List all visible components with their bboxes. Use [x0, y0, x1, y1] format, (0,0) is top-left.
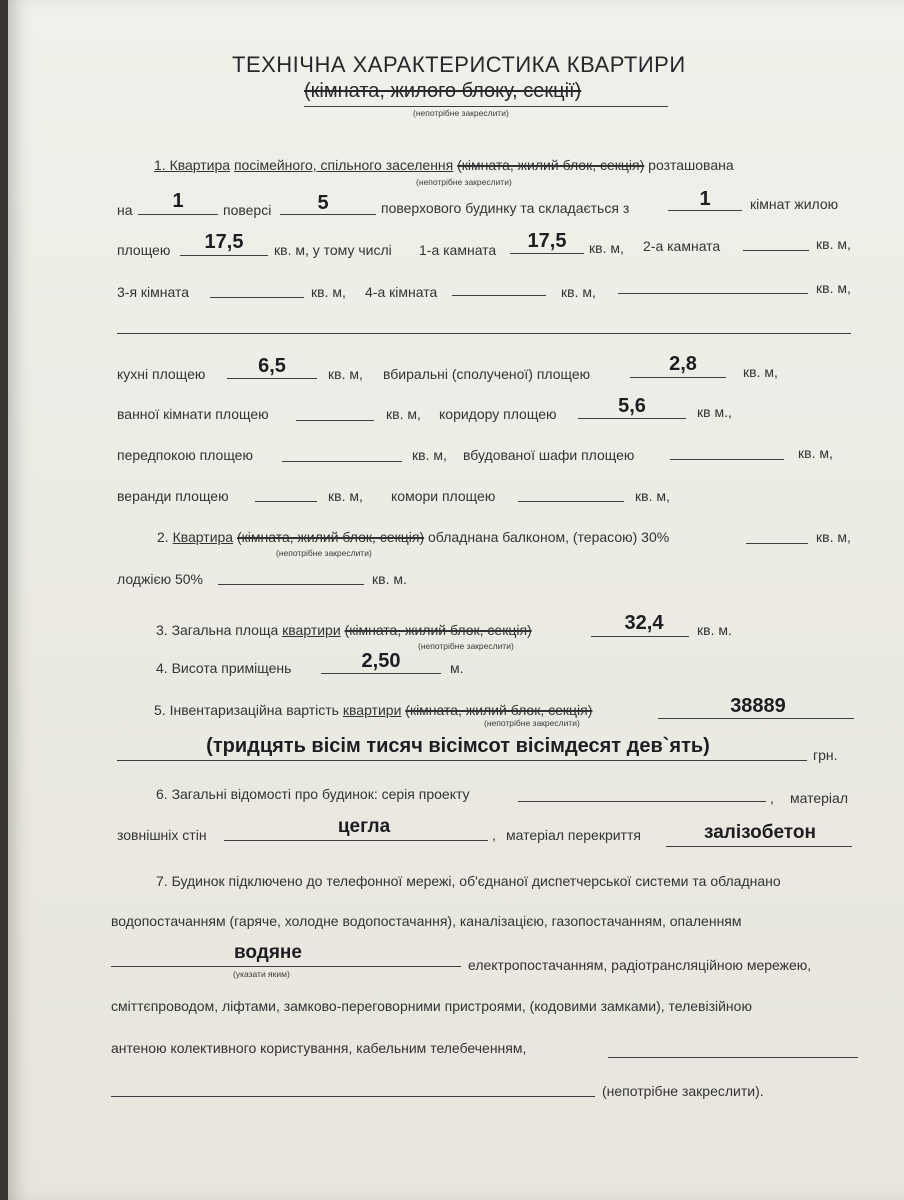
s1-occupancy: посімейного, спільного заселення	[233, 157, 454, 173]
s2-struck: (кімната, жилий блок, секція)	[236, 529, 425, 545]
poversi-label: поверсі	[223, 202, 272, 218]
height-value: 2,50	[361, 650, 401, 672]
room1-unit: кв. м,	[589, 240, 624, 256]
toilet-label: вбиральні (сполученої) площею	[383, 366, 591, 382]
corridor-unit: кв м.,	[697, 404, 732, 420]
bath-label: ванної кімнати площею	[117, 406, 269, 422]
page-title: ТЕХНІЧНА ХАРАКТЕРИСТИКА КВАРТИРИ	[232, 52, 686, 77]
hall-label: передпокою площею	[117, 447, 253, 463]
room3-line	[210, 297, 304, 298]
rooms-label: кімнат жилою	[750, 196, 839, 212]
subtitle-note: (непотрібне закреслити)	[413, 108, 509, 118]
pantry-unit: кв. м,	[635, 488, 670, 504]
heating-note: (указати яким)	[233, 969, 290, 979]
last-line	[111, 1096, 595, 1097]
floors-material-value: залізобетон	[704, 822, 816, 843]
subtitle-underline	[304, 106, 668, 107]
closet-label: вбудованої шафи площею	[463, 447, 635, 463]
series-comma: ,	[770, 790, 774, 806]
s3-label	[156, 622, 532, 638]
s5-inventory: Інвентаризаційна вартість	[169, 702, 339, 718]
s5-number: 5.	[154, 702, 166, 718]
veranda-line	[255, 501, 317, 502]
balcony-unit: кв. м,	[816, 529, 851, 545]
s3-flat: квартири	[282, 622, 341, 638]
s6-label: 6. Загальні відомості про будинок: серія проекту	[156, 786, 470, 802]
s2-flat: Квартира	[172, 529, 234, 545]
toilet-line	[630, 377, 726, 378]
room1-line	[510, 253, 584, 254]
document-page	[8, 0, 904, 1200]
s1-note: (непотрібне закреслити)	[416, 177, 512, 187]
total-area-line	[591, 636, 689, 637]
s4-label: 4. Висота приміщень	[156, 660, 292, 676]
s2-number: 2.	[157, 529, 169, 545]
corridor-value: 5,6	[618, 395, 646, 417]
kitchen-label: кухні площею	[117, 366, 206, 382]
toilet-unit: кв. м,	[743, 364, 778, 380]
loggia-line	[218, 584, 364, 585]
cable-line	[608, 1057, 858, 1058]
including-label: кв. м, у тому числі	[274, 242, 392, 258]
value-line	[658, 718, 854, 719]
toilet-value: 2,8	[669, 353, 697, 375]
floor-value: 1	[172, 190, 184, 212]
walls-value: цегла	[337, 816, 391, 837]
walls-comma: ,	[492, 827, 496, 843]
s5-label	[154, 702, 592, 718]
words-line	[117, 760, 807, 761]
s1-number: 1. Квартира	[154, 157, 231, 173]
kitchen-line	[227, 378, 317, 379]
hall-line	[282, 461, 402, 462]
room1-value: 17,5	[527, 230, 567, 252]
total-area-value: 32,4	[624, 612, 664, 634]
floors-material-line	[666, 846, 852, 847]
room1-label: 1-а камната	[419, 242, 497, 258]
pantry-line	[518, 501, 624, 502]
floors-total-value: 5	[317, 192, 329, 214]
room3-unit: кв. м,	[311, 284, 346, 300]
room4-label: 4-а кімната	[365, 284, 438, 300]
floors-material-label: матеріал перекриття	[506, 827, 641, 843]
s2-balcony: обладнана балконом, (терасою) 30%	[428, 529, 670, 545]
veranda-label: веранди площею	[117, 488, 229, 504]
loggia-label: лоджією 50%	[117, 571, 204, 587]
material-label: матеріал	[790, 790, 848, 806]
height-line	[321, 673, 441, 674]
currency-label: грн.	[813, 747, 838, 763]
s7-line2: водопостачанням (гаряче, холодне водопостачання), каналізацією, газопостачанням, опаленням	[111, 913, 742, 929]
s1-label	[154, 157, 734, 173]
pantry-label: комори площею	[391, 488, 496, 504]
s3-note: (непотрібне закреслити)	[418, 641, 514, 651]
s5-struck: (кімната, жилий блок, секція)	[405, 702, 593, 718]
s1-located: розташована	[648, 157, 734, 173]
room2-unit: кв. м,	[816, 236, 851, 252]
living-area-value: 17,5	[204, 231, 244, 253]
s2-label	[157, 529, 669, 545]
value-words: (тридцять вісім тисяч вісімсот вісімдесят дев`ять)	[206, 735, 710, 757]
total-area-unit: кв. м.	[697, 622, 732, 638]
building-label: поверхового будинку та складається з	[381, 200, 630, 216]
s2-note: (непотрібне закреслити)	[276, 548, 372, 558]
na-label: на	[117, 202, 133, 218]
page-subtitle: (кімната, жилого блоку, секції)	[304, 80, 582, 102]
closet-unit: кв. м,	[798, 445, 833, 461]
kitchen-value: 6,5	[258, 355, 286, 377]
corridor-label: коридору площею	[439, 406, 557, 422]
blank-full-line	[117, 333, 851, 334]
bath-line	[296, 420, 374, 421]
floor-line	[138, 214, 218, 215]
kitchen-unit: кв. м,	[328, 366, 363, 382]
room4-line	[452, 295, 546, 296]
height-unit: м.	[450, 660, 464, 676]
s7-line4: сміттєпроводом, ліфтами, замково-переговорними пристроями, (кодовими замками), телевізійною	[111, 998, 752, 1014]
room3-label: 3-я кімната	[117, 284, 190, 300]
room2-label: 2-а камната	[643, 238, 721, 254]
s1-struck: (кімната, жилий блок, секція)	[457, 157, 645, 173]
s3-struck: (кімната, жилий блок, секція)	[344, 622, 532, 638]
s3-total: 3. Загальна площа	[156, 622, 279, 638]
extra-line	[618, 293, 808, 294]
balcony-line	[746, 543, 808, 544]
s7-line1: 7. Будинок підключено до телефонної мережі, об'єднаної диспетчерської системи та обладнано	[156, 873, 781, 889]
area-label: площею	[117, 242, 171, 258]
series-line	[518, 801, 766, 802]
room4-unit: кв. м,	[561, 284, 596, 300]
walls-line	[224, 840, 488, 841]
s7-line3: електропостачанням, радіотрансляційною мережею,	[468, 957, 812, 973]
living-area-line	[180, 255, 268, 256]
rooms-value: 1	[699, 188, 711, 210]
heating-line	[111, 966, 461, 967]
s7-line5: антеною колективного користування, кабельним телебеченням,	[111, 1040, 527, 1056]
heating-value: водяне	[234, 942, 302, 963]
value-amount: 38889	[730, 695, 786, 717]
extra-unit: кв. м,	[816, 280, 851, 296]
s7-line6: (непотрібне закреслити).	[602, 1083, 764, 1099]
veranda-unit: кв. м,	[328, 488, 363, 504]
s5-note: (непотрібне закреслити)	[484, 718, 580, 728]
hall-unit: кв. м,	[412, 447, 447, 463]
closet-line	[670, 459, 784, 460]
loggia-unit: кв. м.	[372, 571, 407, 587]
corridor-line	[578, 418, 686, 419]
bath-unit: кв. м,	[386, 406, 421, 422]
s5-flat: квартири	[342, 702, 402, 718]
room2-line	[743, 250, 809, 251]
walls-label: зовнішніх стін	[117, 827, 207, 843]
